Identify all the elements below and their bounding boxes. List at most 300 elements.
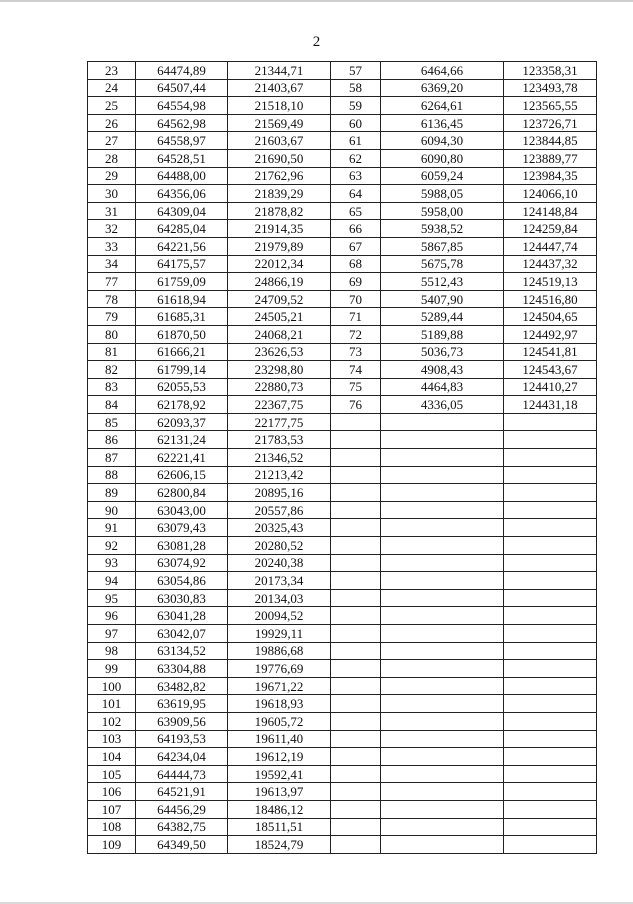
table-row: [88, 325, 597, 343]
right-point-number-cell: 69: [331, 273, 381, 291]
right-point-number-cell: [331, 607, 381, 625]
left-y-coordinate-cell: 21762,96: [228, 167, 331, 185]
right-x-coordinate-cell: [381, 589, 504, 607]
right-y-coordinate-cell: [504, 712, 597, 730]
left-x-coordinate-cell: 61685,31: [136, 308, 228, 326]
table-row: [88, 695, 597, 713]
right-y-coordinate-cell: [504, 748, 597, 766]
left-point-number-cell: 96: [88, 607, 136, 625]
table-row: [88, 765, 597, 783]
right-point-number-cell: [331, 748, 381, 766]
table-row: [88, 431, 597, 449]
left-point-number-cell: 90: [88, 501, 136, 519]
right-point-number-cell: 60: [331, 114, 381, 132]
left-x-coordinate-cell: 61666,21: [136, 343, 228, 361]
table-row: [88, 132, 597, 150]
table-row: [88, 501, 597, 519]
left-y-coordinate-cell: 24505,21: [228, 308, 331, 326]
left-point-number-cell: 25: [88, 97, 136, 115]
right-point-number-cell: 75: [331, 378, 381, 396]
left-y-coordinate-cell: 21603,67: [228, 132, 331, 150]
right-y-coordinate-cell: 123493,78: [504, 79, 597, 97]
left-point-number-cell: 26: [88, 114, 136, 132]
left-x-coordinate-cell: 62221,41: [136, 449, 228, 467]
right-y-coordinate-cell: [504, 695, 597, 713]
left-point-number-cell: 80: [88, 325, 136, 343]
left-y-coordinate-cell: 20895,16: [228, 484, 331, 502]
right-point-number-cell: [331, 431, 381, 449]
right-point-number-cell: [331, 677, 381, 695]
left-point-number-cell: 27: [88, 132, 136, 150]
left-point-number-cell: 30: [88, 185, 136, 203]
right-x-coordinate-cell: [381, 554, 504, 572]
left-y-coordinate-cell: 19612,19: [228, 748, 331, 766]
left-point-number-cell: 97: [88, 625, 136, 643]
left-point-number-cell: 81: [88, 343, 136, 361]
right-point-number-cell: [331, 449, 381, 467]
left-y-coordinate-cell: 20173,34: [228, 572, 331, 590]
right-y-coordinate-cell: 123984,35: [504, 167, 597, 185]
left-x-coordinate-cell: 64521,91: [136, 783, 228, 801]
left-x-coordinate-cell: 64356,06: [136, 185, 228, 203]
right-point-number-cell: 72: [331, 325, 381, 343]
right-y-coordinate-cell: [504, 800, 597, 818]
left-x-coordinate-cell: 63074,92: [136, 554, 228, 572]
table-row: [88, 484, 597, 502]
right-y-coordinate-cell: [504, 589, 597, 607]
right-point-number-cell: [331, 765, 381, 783]
right-y-coordinate-cell: [504, 765, 597, 783]
table-row: [88, 607, 597, 625]
table-row: [88, 554, 597, 572]
right-x-coordinate-cell: [381, 466, 504, 484]
right-x-coordinate-cell: 6264,61: [381, 97, 504, 115]
left-y-coordinate-cell: 19671,22: [228, 677, 331, 695]
right-x-coordinate-cell: 5289,44: [381, 308, 504, 326]
left-y-coordinate-cell: 24068,21: [228, 325, 331, 343]
right-y-coordinate-cell: [504, 677, 597, 695]
right-y-coordinate-cell: 123726,71: [504, 114, 597, 132]
left-point-number-cell: 24: [88, 79, 136, 97]
left-y-coordinate-cell: 18524,79: [228, 836, 331, 854]
right-point-number-cell: [331, 413, 381, 431]
left-point-number-cell: 34: [88, 255, 136, 273]
table-row: [88, 114, 597, 132]
left-y-coordinate-cell: 24866,19: [228, 273, 331, 291]
table-row: [88, 589, 597, 607]
right-x-coordinate-cell: [381, 572, 504, 590]
left-y-coordinate-cell: 21979,89: [228, 237, 331, 255]
left-x-coordinate-cell: 62800,84: [136, 484, 228, 502]
left-x-coordinate-cell: 63134,52: [136, 642, 228, 660]
left-point-number-cell: 32: [88, 220, 136, 238]
left-point-number-cell: 100: [88, 677, 136, 695]
right-point-number-cell: 61: [331, 132, 381, 150]
right-y-coordinate-cell: 123889,77: [504, 149, 597, 167]
right-y-coordinate-cell: [504, 537, 597, 555]
left-point-number-cell: 102: [88, 712, 136, 730]
right-x-coordinate-cell: [381, 712, 504, 730]
right-y-coordinate-cell: [504, 660, 597, 678]
table-row: [88, 62, 597, 80]
left-point-number-cell: 86: [88, 431, 136, 449]
right-x-coordinate-cell: [381, 449, 504, 467]
left-y-coordinate-cell: 20094,52: [228, 607, 331, 625]
table-row: [88, 255, 597, 273]
right-x-coordinate-cell: [381, 818, 504, 836]
left-x-coordinate-cell: 63041,28: [136, 607, 228, 625]
right-x-coordinate-cell: 5189,88: [381, 325, 504, 343]
table-row: [88, 625, 597, 643]
left-x-coordinate-cell: 61799,14: [136, 361, 228, 379]
right-x-coordinate-cell: 5958,00: [381, 202, 504, 220]
right-point-number-cell: 62: [331, 149, 381, 167]
left-x-coordinate-cell: 64382,75: [136, 818, 228, 836]
left-point-number-cell: 87: [88, 449, 136, 467]
left-y-coordinate-cell: 22012,34: [228, 255, 331, 273]
left-x-coordinate-cell: 64285,04: [136, 220, 228, 238]
left-y-coordinate-cell: 18511,51: [228, 818, 331, 836]
right-point-number-cell: [331, 519, 381, 537]
right-point-number-cell: [331, 800, 381, 818]
right-y-coordinate-cell: [504, 466, 597, 484]
right-x-coordinate-cell: [381, 677, 504, 695]
right-x-coordinate-cell: 5407,90: [381, 290, 504, 308]
left-x-coordinate-cell: 63619,95: [136, 695, 228, 713]
left-y-coordinate-cell: 23298,80: [228, 361, 331, 379]
left-point-number-cell: 33: [88, 237, 136, 255]
left-x-coordinate-cell: 61759,09: [136, 273, 228, 291]
right-y-coordinate-cell: [504, 501, 597, 519]
left-x-coordinate-cell: 64309,04: [136, 202, 228, 220]
left-y-coordinate-cell: 19886,68: [228, 642, 331, 660]
page-number: 2: [312, 34, 321, 50]
table-row: [88, 220, 597, 238]
table-row: [88, 519, 597, 537]
right-x-coordinate-cell: 5036,73: [381, 343, 504, 361]
right-point-number-cell: [331, 695, 381, 713]
right-point-number-cell: [331, 818, 381, 836]
left-point-number-cell: 107: [88, 800, 136, 818]
left-x-coordinate-cell: 62055,53: [136, 378, 228, 396]
right-y-coordinate-cell: 124410,27: [504, 378, 597, 396]
right-x-coordinate-cell: 5867,85: [381, 237, 504, 255]
right-point-number-cell: [331, 783, 381, 801]
right-y-coordinate-cell: [504, 572, 597, 590]
left-x-coordinate-cell: 63304,88: [136, 660, 228, 678]
right-point-number-cell: [331, 572, 381, 590]
right-point-number-cell: 58: [331, 79, 381, 97]
left-point-number-cell: 78: [88, 290, 136, 308]
right-y-coordinate-cell: [504, 642, 597, 660]
right-x-coordinate-cell: 5938,52: [381, 220, 504, 238]
left-y-coordinate-cell: 21569,49: [228, 114, 331, 132]
table-row: [88, 413, 597, 431]
right-point-number-cell: 73: [331, 343, 381, 361]
left-x-coordinate-cell: 64488,00: [136, 167, 228, 185]
right-x-coordinate-cell: 5512,43: [381, 273, 504, 291]
table-row: [88, 730, 597, 748]
right-x-coordinate-cell: 4336,05: [381, 396, 504, 414]
right-point-number-cell: 68: [331, 255, 381, 273]
left-y-coordinate-cell: 22367,75: [228, 396, 331, 414]
right-y-coordinate-cell: 123358,31: [504, 62, 597, 80]
left-point-number-cell: 83: [88, 378, 136, 396]
left-x-coordinate-cell: 62606,15: [136, 466, 228, 484]
left-x-coordinate-cell: 64474,89: [136, 62, 228, 80]
left-x-coordinate-cell: 64444,73: [136, 765, 228, 783]
left-point-number-cell: 108: [88, 818, 136, 836]
right-y-coordinate-cell: 124259,84: [504, 220, 597, 238]
right-y-coordinate-cell: [504, 730, 597, 748]
right-y-coordinate-cell: [504, 783, 597, 801]
left-point-number-cell: 31: [88, 202, 136, 220]
right-x-coordinate-cell: 5988,05: [381, 185, 504, 203]
right-point-number-cell: [331, 642, 381, 660]
right-point-number-cell: [331, 625, 381, 643]
right-x-coordinate-cell: 4908,43: [381, 361, 504, 379]
right-point-number-cell: [331, 660, 381, 678]
left-x-coordinate-cell: 64175,57: [136, 255, 228, 273]
left-point-number-cell: 101: [88, 695, 136, 713]
left-y-coordinate-cell: 24709,52: [228, 290, 331, 308]
right-y-coordinate-cell: 123565,55: [504, 97, 597, 115]
right-x-coordinate-cell: [381, 537, 504, 555]
left-y-coordinate-cell: 20557,86: [228, 501, 331, 519]
right-y-coordinate-cell: 124066,10: [504, 185, 597, 203]
table-row: [88, 343, 597, 361]
left-point-number-cell: 106: [88, 783, 136, 801]
table-row: [88, 79, 597, 97]
left-x-coordinate-cell: 62093,37: [136, 413, 228, 431]
right-y-coordinate-cell: 123844,85: [504, 132, 597, 150]
right-x-coordinate-cell: 6136,45: [381, 114, 504, 132]
table-row: [88, 202, 597, 220]
table-row: [88, 361, 597, 379]
left-point-number-cell: 94: [88, 572, 136, 590]
right-x-coordinate-cell: [381, 695, 504, 713]
table-row: [88, 308, 597, 326]
right-point-number-cell: 63: [331, 167, 381, 185]
right-x-coordinate-cell: [381, 730, 504, 748]
table-row: [88, 836, 597, 854]
table-row: [88, 378, 597, 396]
left-y-coordinate-cell: 19592,41: [228, 765, 331, 783]
left-point-number-cell: 105: [88, 765, 136, 783]
left-x-coordinate-cell: 63482,82: [136, 677, 228, 695]
left-x-coordinate-cell: 64456,29: [136, 800, 228, 818]
right-y-coordinate-cell: 124543,67: [504, 361, 597, 379]
right-x-coordinate-cell: 6059,24: [381, 167, 504, 185]
left-x-coordinate-cell: 63079,43: [136, 519, 228, 537]
right-x-coordinate-cell: [381, 431, 504, 449]
left-point-number-cell: 103: [88, 730, 136, 748]
left-y-coordinate-cell: 19618,93: [228, 695, 331, 713]
left-x-coordinate-cell: 63054,86: [136, 572, 228, 590]
left-x-coordinate-cell: 64558,97: [136, 132, 228, 150]
table-row: [88, 677, 597, 695]
right-x-coordinate-cell: 5675,78: [381, 255, 504, 273]
left-x-coordinate-cell: 64193,53: [136, 730, 228, 748]
table-row: [88, 449, 597, 467]
table-row: [88, 572, 597, 590]
left-y-coordinate-cell: 23626,53: [228, 343, 331, 361]
table-row: [88, 167, 597, 185]
table-row: [88, 818, 597, 836]
left-y-coordinate-cell: 21914,35: [228, 220, 331, 238]
right-y-coordinate-cell: 124541,81: [504, 343, 597, 361]
right-y-coordinate-cell: [504, 818, 597, 836]
right-x-coordinate-cell: [381, 413, 504, 431]
left-y-coordinate-cell: 20240,38: [228, 554, 331, 572]
right-point-number-cell: [331, 466, 381, 484]
table-row: [88, 642, 597, 660]
table-row: [88, 783, 597, 801]
table-row: [88, 273, 597, 291]
right-point-number-cell: [331, 484, 381, 502]
right-point-number-cell: 70: [331, 290, 381, 308]
left-point-number-cell: 28: [88, 149, 136, 167]
left-y-coordinate-cell: 20280,52: [228, 537, 331, 555]
right-y-coordinate-cell: 124148,84: [504, 202, 597, 220]
right-x-coordinate-cell: [381, 519, 504, 537]
left-point-number-cell: 88: [88, 466, 136, 484]
right-point-number-cell: [331, 501, 381, 519]
right-y-coordinate-cell: 124492,97: [504, 325, 597, 343]
right-point-number-cell: 57: [331, 62, 381, 80]
left-x-coordinate-cell: 64507,44: [136, 79, 228, 97]
left-x-coordinate-cell: 62178,92: [136, 396, 228, 414]
left-point-number-cell: 92: [88, 537, 136, 555]
right-point-number-cell: 66: [331, 220, 381, 238]
right-point-number-cell: 65: [331, 202, 381, 220]
left-y-coordinate-cell: 21839,29: [228, 185, 331, 203]
top-edge-line: [0, 0, 633, 2]
table-row: [88, 466, 597, 484]
table-row: [88, 237, 597, 255]
left-point-number-cell: 91: [88, 519, 136, 537]
right-point-number-cell: [331, 730, 381, 748]
left-y-coordinate-cell: 19611,40: [228, 730, 331, 748]
right-y-coordinate-cell: [504, 431, 597, 449]
right-y-coordinate-cell: [504, 519, 597, 537]
table-row: [88, 800, 597, 818]
right-y-coordinate-cell: 124519,13: [504, 273, 597, 291]
left-point-number-cell: 85: [88, 413, 136, 431]
left-x-coordinate-cell: 63042,07: [136, 625, 228, 643]
left-y-coordinate-cell: 18486,12: [228, 800, 331, 818]
right-x-coordinate-cell: [381, 501, 504, 519]
left-x-coordinate-cell: 64562,98: [136, 114, 228, 132]
left-point-number-cell: 77: [88, 273, 136, 291]
left-y-coordinate-cell: 21783,53: [228, 431, 331, 449]
right-point-number-cell: [331, 836, 381, 854]
left-point-number-cell: 98: [88, 642, 136, 660]
left-y-coordinate-cell: 21344,71: [228, 62, 331, 80]
left-point-number-cell: 93: [88, 554, 136, 572]
left-x-coordinate-cell: 62131,24: [136, 431, 228, 449]
right-point-number-cell: 59: [331, 97, 381, 115]
right-y-coordinate-cell: 124431,18: [504, 396, 597, 414]
left-y-coordinate-cell: 19613,97: [228, 783, 331, 801]
right-y-coordinate-cell: 124437,32: [504, 255, 597, 273]
table-row: [88, 185, 597, 203]
right-x-coordinate-cell: 6094,30: [381, 132, 504, 150]
right-y-coordinate-cell: [504, 554, 597, 572]
left-y-coordinate-cell: 21518,10: [228, 97, 331, 115]
right-y-coordinate-cell: [504, 413, 597, 431]
left-x-coordinate-cell: 63909,56: [136, 712, 228, 730]
right-point-number-cell: [331, 712, 381, 730]
left-y-coordinate-cell: 19605,72: [228, 712, 331, 730]
left-x-coordinate-cell: 64554,98: [136, 97, 228, 115]
left-x-coordinate-cell: 64234,04: [136, 748, 228, 766]
left-point-number-cell: 23: [88, 62, 136, 80]
right-x-coordinate-cell: [381, 625, 504, 643]
right-x-coordinate-cell: [381, 660, 504, 678]
left-point-number-cell: 79: [88, 308, 136, 326]
left-point-number-cell: 29: [88, 167, 136, 185]
left-y-coordinate-cell: 21346,52: [228, 449, 331, 467]
left-point-number-cell: 82: [88, 361, 136, 379]
coordinates-table: [87, 61, 597, 854]
left-y-coordinate-cell: 21878,82: [228, 202, 331, 220]
right-x-coordinate-cell: [381, 748, 504, 766]
right-y-coordinate-cell: [504, 484, 597, 502]
table-row: [88, 748, 597, 766]
right-x-coordinate-cell: [381, 484, 504, 502]
left-y-coordinate-cell: 21690,50: [228, 149, 331, 167]
right-y-coordinate-cell: 124447,74: [504, 237, 597, 255]
right-y-coordinate-cell: [504, 607, 597, 625]
left-y-coordinate-cell: 19776,69: [228, 660, 331, 678]
left-y-coordinate-cell: 22880,73: [228, 378, 331, 396]
left-point-number-cell: 89: [88, 484, 136, 502]
left-point-number-cell: 109: [88, 836, 136, 854]
right-point-number-cell: 64: [331, 185, 381, 203]
left-x-coordinate-cell: 63043,00: [136, 501, 228, 519]
left-x-coordinate-cell: 61870,50: [136, 325, 228, 343]
right-y-coordinate-cell: [504, 836, 597, 854]
table-row: [88, 149, 597, 167]
left-x-coordinate-cell: 61618,94: [136, 290, 228, 308]
right-point-number-cell: [331, 554, 381, 572]
right-x-coordinate-cell: [381, 783, 504, 801]
left-y-coordinate-cell: 20134,03: [228, 589, 331, 607]
left-x-coordinate-cell: 64528,51: [136, 149, 228, 167]
right-x-coordinate-cell: 4464,83: [381, 378, 504, 396]
right-point-number-cell: 67: [331, 237, 381, 255]
left-point-number-cell: 95: [88, 589, 136, 607]
left-x-coordinate-cell: 63030,83: [136, 589, 228, 607]
right-point-number-cell: 76: [331, 396, 381, 414]
right-x-coordinate-cell: 6369,20: [381, 79, 504, 97]
table-row: [88, 396, 597, 414]
left-y-coordinate-cell: 21403,67: [228, 79, 331, 97]
left-point-number-cell: 104: [88, 748, 136, 766]
right-x-coordinate-cell: [381, 836, 504, 854]
right-point-number-cell: [331, 537, 381, 555]
right-x-coordinate-cell: [381, 800, 504, 818]
right-x-coordinate-cell: [381, 642, 504, 660]
right-point-number-cell: 74: [331, 361, 381, 379]
right-point-number-cell: [331, 589, 381, 607]
left-x-coordinate-cell: 64349,50: [136, 836, 228, 854]
left-y-coordinate-cell: 19929,11: [228, 625, 331, 643]
table-row: [88, 712, 597, 730]
right-x-coordinate-cell: [381, 607, 504, 625]
left-y-coordinate-cell: 20325,43: [228, 519, 331, 537]
